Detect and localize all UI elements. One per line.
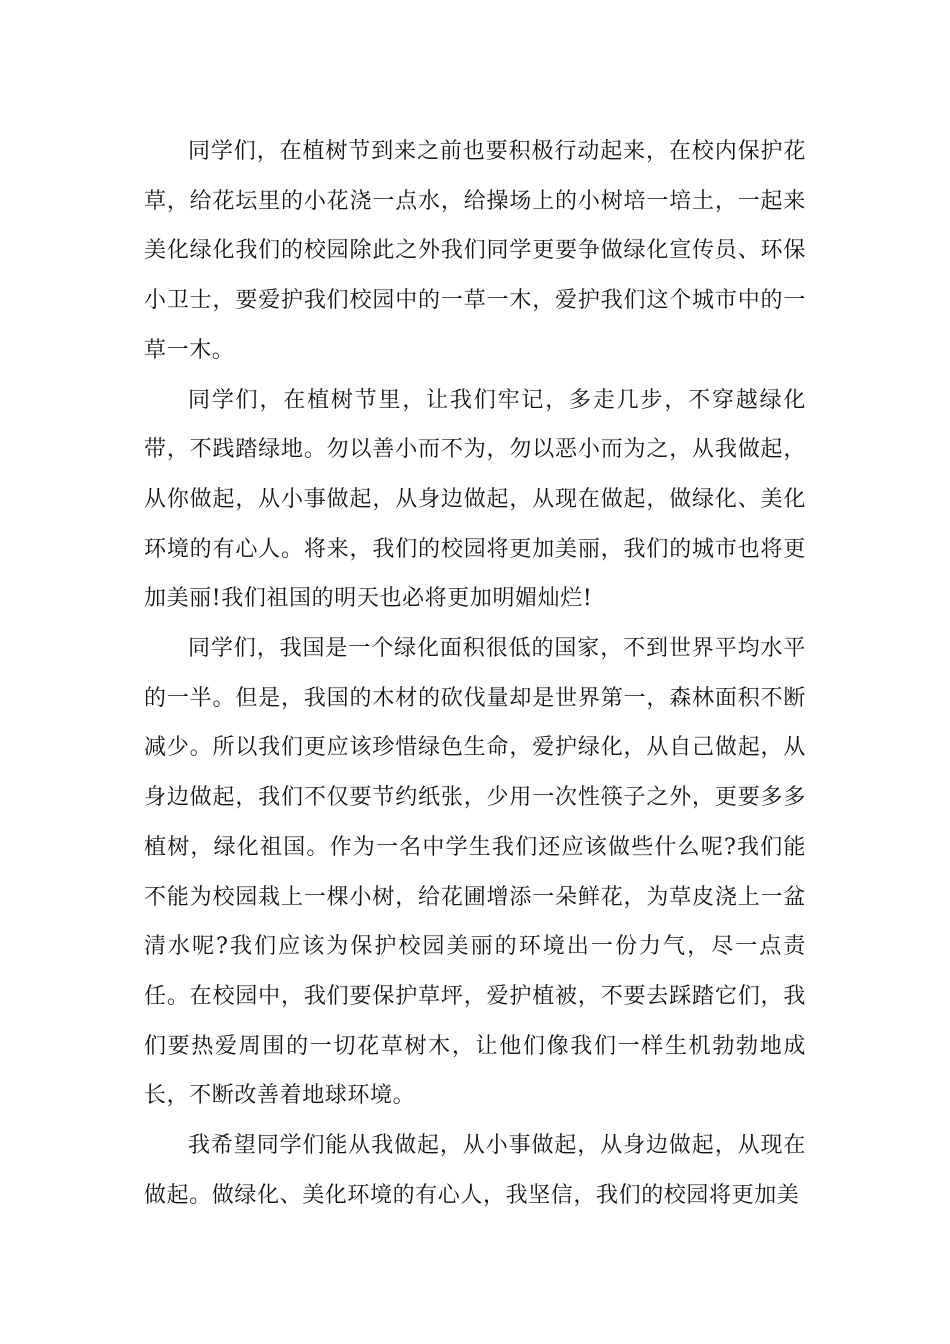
paragraph-3: 同学们，我国是一个绿化面积很低的国家，不到世界平均水平的一半。但是，我国的木材的砍伐量却是世界第一，森林面积不断减少。所以我们更应该珍惜绿色生命，爱护绿化，从自己做起，从身边做起，我们不仅要节约纸张，少用一次性筷子之外，更要多多植树，绿化祖国。作为一名中学生我们还应该做些什么呢?我们能不能为校园栽上一棵小树，给花圃增添一朵鲜花，为草皮浇上一盆清水呢?我们应该为保护校园美丽的环境出一份力气，尽一点责任。在校园中，我们要保护草坪，爱护植被，不要去踩踏它们，我们要热爱周围的一切花草树木，让他们像我们一样生机勃勃地成长，不断改善着地球环境。: [144, 636, 806, 1109]
document-body: [144, 127, 806, 1220]
paragraph-4: 我希望同学们能从我做起，从小事做起，从身边做起，从现在做起。做绿化、美化环境的有心人，我坚信，我们的校园将更加美: [144, 1133, 806, 1208]
paragraph-1: 同学们，在植树节到来之前也要积极行动起来，在校内保护花草，给花坛里的小花浇一点水，给操场上的小树培一培土，一起来美化绿化我们的校园除此之外我们同学更要争做绿化宣传员、环保小卫士，要爱护我们校园中的一草一木，爱护我们这个城市中的一草一木。: [144, 139, 806, 363]
paragraph-2: 同学们，在植树节里，让我们牢记，多走几步，不穿越绿化带，不践踏绿地。勿以善小而不为，勿以恶小而为之，从我做起，从你做起，从小事做起，从身边做起，从现在做起，做绿化、美化环境的有心人。将来，我们的校园将更加美丽，我们的城市也将更加美丽!我们祖国的明天也必将更加明媚灿烂!: [144, 387, 806, 612]
